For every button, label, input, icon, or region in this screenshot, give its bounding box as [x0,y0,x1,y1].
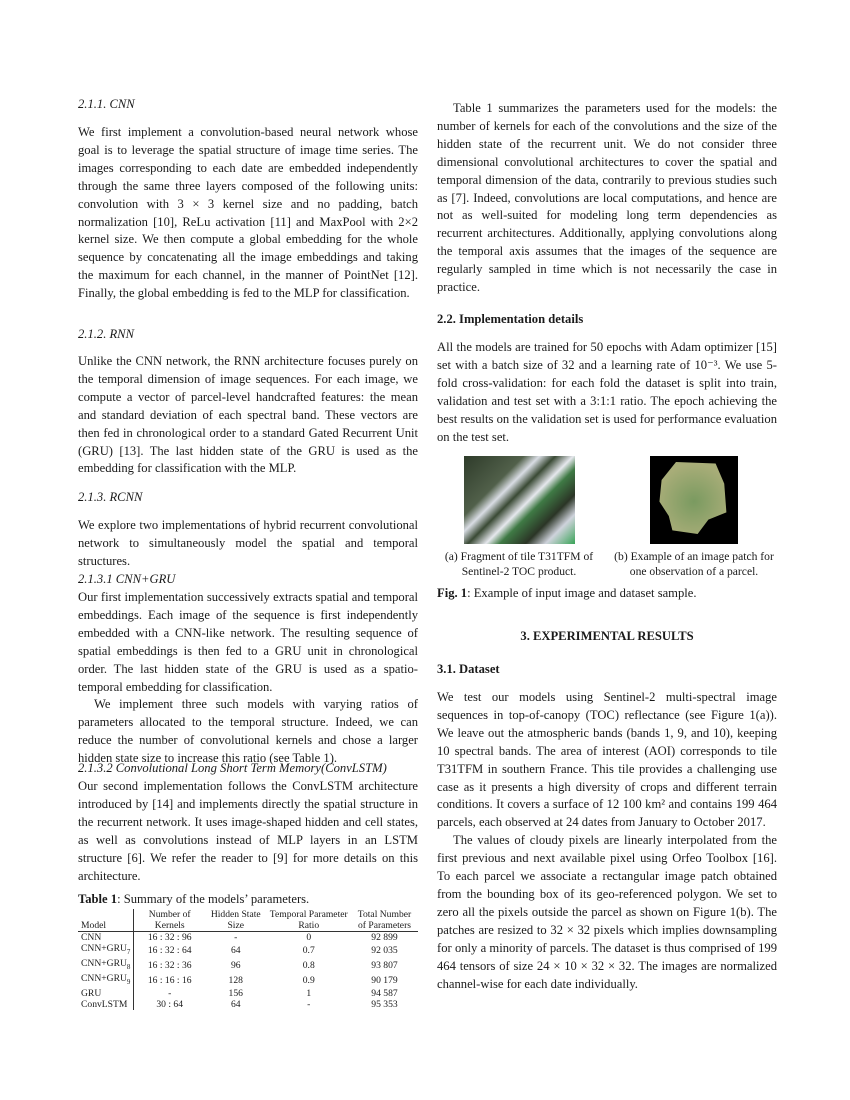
cell-kernels-text: 30 : 64 [156,998,184,1010]
header-hidden-size: Hidden State Size [210,909,261,931]
cell-hidden-size [205,973,267,988]
cell-model [78,932,134,944]
cell-temporal-ratio [267,973,352,988]
header-temporal-ratio: Temporal Parameter Ratio [269,909,348,931]
cell-model [78,973,134,988]
cell-temporal-ratio-text: 0.8 [302,959,315,971]
cell-hidden-size-text: 128 [228,974,243,986]
cell-kernels [134,973,205,988]
model-subscript: 9 [126,977,131,986]
cell-kernels [134,988,205,999]
paragraph-dataset: We test our models using Sentinel-2 multi-spectral image sequences in top-of-canopy (TOC) reflectance (see Figure 1(a)). We leave out the atmospheric bands (bands 1, 9, and 10), keeping 10 spectral bands. The area of interest (AOI) corresponds to tile T31TFM in southern France. This tile provides a challenging use case as it presents a high diversity of crops and different terrain conditions. It covers a surface of 12 100 km² and contains 199 464 parcels, each observed at 24 dates from January to October 2017. [437,690,777,830]
section-heading-rcnn: 2.1.3. RCNN [78,490,143,504]
cell-total-params-text: 92 035 [371,944,398,956]
paragraph-convlstm: Our second implementation follows the ConvLSTM architecture introduced by [14] and implements directly the spatial structure in the recurrent network. It uses image-shaped hidden and cell states, as well as convolutions instead of MLP layers in an LSTM structure [6]. We refer the reader to [9] for more details on this architecture. [78,779,418,883]
cell-kernels-text: 16 : 32 : 36 [147,959,192,971]
cell-total-params [351,932,418,944]
cell-hidden-size-text: 64 [230,944,241,956]
cell-temporal-ratio-text: 0.9 [302,974,315,986]
cell-temporal-ratio [267,988,352,999]
cell-total-params [351,988,418,999]
cell-kernels-text: - [168,987,172,999]
figure-caption [437,585,777,603]
sentinel-tile-fragment-image [464,456,575,544]
cell-total-params-text: 93 807 [371,959,398,971]
cell-kernels [134,932,205,944]
section-heading-experimental-results: 3. EXPERIMENTAL RESULTS [520,629,694,643]
cell-model-text: GRU [81,987,102,999]
cell-model [78,958,134,973]
parcel-shape [658,462,730,534]
table-row [78,973,418,988]
cell-model-text: CNN+GRU [81,972,127,984]
header-total-params: Total Number of Parameters [357,909,412,931]
table-row [78,988,418,999]
paragraph-preprocessing: The values of cloudy pixels are linearly interpolated from the first previous and next available pixel using Orfeo Toolbox [16]. To each parcel we associate a rectangular image patch obtained from the bounding box of its geo-referenced polygon. We set to zero all the pixels outside the parcel as shown on Figure 1(b). The patches are resized to 32 × 32 pixels which implies downsampling for only a minority of parcels. The dataset is thus comprised of 199 464 tensors of size 24 × 10 × 32 × 32. The images are normalized channel-wise for each date individually. [437,833,777,991]
cell-temporal-ratio-text: 0.7 [302,944,315,956]
cell-kernels-text: 16 : 16 : 16 [147,974,192,986]
table-header-row [78,909,418,932]
section-heading-cnn: 2.1.1. CNN [78,97,135,111]
cell-hidden-size [205,943,267,958]
model-subscript: 8 [126,962,131,971]
parameters-table [78,909,418,1010]
paragraph-table-summary: Table 1 summarizes the parameters used for the models: the number of kernels for each of the convolutions and the size of the hidden state of the recurrent unit. We do not consider three dimensional convolutional architectures to cover the spatial and temporal dimension of the data, contrarily to previous studies such as [7]. Indeed, convolutions are local computations, and hence are not as well-suited for modeling long term dependencies as recurrent architectures. Additionally, applying convolutions along the temporal axis assumes that the images of the sequence are regularly sampled in time which is not necessarily the case in practice. [437,101,777,295]
paragraph-rcnn: We explore two implementations of hybrid recurrent convolutional network to simultaneously model the spatial and temporal structures. [78,518,418,568]
figure-b-caption: (b) Example of an image patch for one observation of a parcel. [614,550,774,578]
table-caption [78,891,418,909]
paragraph-cnn: We first implement a convolution-based neural network whose goal is to leverage the spatial structure of image time series. The images corresponding to each date are embedded independently through the same three layers composed of the following units: convolution with 3 × 3 kernel size and no padding, batch normalization [10], ReLu activation [11] and MaxPool with 2×2 kernel size. We then compute a global embedding for the whole sequence by concatenating all the image embeddings and taking the maximum for each channel, in the manner of PointNet [12]. Finally, the global embedding is fed to the MLP for classification. [78,125,418,301]
cell-total-params [351,958,418,973]
cell-model [78,988,134,999]
cell-kernels [134,943,205,958]
cell-temporal-ratio [267,999,352,1010]
table-row [78,958,418,973]
table-row [78,943,418,958]
cell-temporal-ratio [267,958,352,973]
model-subscript: 7 [126,947,131,956]
cell-model-text: CNN+GRU [81,943,127,954]
paragraph-cnn-gru: Our first implementation successively extracts spatial and temporal embeddings. Each image of the sequence is first independently embedded with a CNN-like network. The resulting sequence of spatial embeddings is then fed to a GRU unit in chronological order. The last hidden state of the GRU is used as a spatio-temporal embedding for classification. [78,590,418,694]
cell-temporal-ratio-text: 1 [306,987,312,999]
figure-caption-text: : Example of input image and dataset sample. [467,586,697,600]
section-heading-rnn: 2.1.2. RNN [78,327,134,341]
header-kernels: Number of Kernels [148,909,191,931]
cell-temporal-ratio [267,943,352,958]
cell-temporal-ratio [267,932,352,944]
cell-kernels [134,958,205,973]
table-row [78,999,418,1010]
table-row [78,932,418,944]
cell-kernels [134,999,205,1010]
subsection-heading-cnn-gru: 2.1.3.1 CNN+GRU [78,572,176,586]
left-column [78,0,418,1100]
cell-total-params-text: 94 587 [371,987,398,999]
cell-temporal-ratio-text: - [307,998,311,1010]
cell-total-params [351,973,418,988]
table-caption-text: : Summary of the models’ parameters. [117,892,310,906]
cell-hidden-size [205,958,267,973]
cell-temporal-ratio-text: 0 [306,932,312,943]
header-model: Model [78,909,134,932]
cell-kernels-text: 16 : 32 : 96 [147,932,192,943]
cell-hidden-size [205,932,267,944]
cell-hidden-size-text: - [234,932,238,943]
parcel-patch-image [650,456,738,544]
cell-kernels-text: 16 : 32 : 64 [147,944,192,956]
cell-total-params [351,999,418,1010]
cell-total-params-text: 95 353 [371,998,398,1010]
cell-model [78,999,134,1010]
cell-total-params-text: 90 179 [371,974,398,986]
section-heading-dataset: 3.1. Dataset [437,662,500,676]
cell-total-params-text: 92 899 [371,932,398,943]
cell-hidden-size-text: 156 [228,987,243,999]
cell-hidden-size [205,999,267,1010]
figure-a-caption: (a) Fragment of tile T31TFM of Sentinel-2 TOC product. [444,550,594,578]
paragraph-cnn-gru-ratios: We implement three such models with varying ratios of parameters allocated to the temporal structure. Indeed, we can reduce the number of convolutional kernels and chose a larger hidden state size to increase this ratio (see Table 1). [78,697,418,766]
figure-label: Fig. 1 [437,586,468,600]
paragraph-rnn: Unlike the CNN network, the RNN architecture focuses purely on the temporal dimension of image sequences. For each image, we compute a vector of parcel-level handcrafted features: the mean and standard deviation of each spectral band. These vectors are then fed in chronological order to a standard Gated Recurrent Unit (GRU) [13]. The last hidden state of the GRU is used as the embedding for classification with the MLP. [78,354,418,476]
cell-model-text: ConvLSTM [81,998,128,1010]
right-column [437,0,777,1100]
cell-model-text: CNN [81,932,102,943]
table-label: Table 1 [78,892,118,906]
cell-model [78,943,134,958]
subsection-heading-convlstm: 2.1.3.2 Convolutional Long Short Term Memory(ConvLSTM) [78,761,387,775]
cell-model-text: CNN+GRU [81,957,127,969]
cell-hidden-size-text: 64 [230,998,241,1010]
cell-hidden-size [205,988,267,999]
cell-hidden-size-text: 96 [230,959,241,971]
section-heading-implementation: 2.2. Implementation details [437,312,584,326]
paragraph-implementation: All the models are trained for 50 epochs with Adam optimizer [15] set with a batch size of 32 and a learning rate of 10⁻³. We use 5-fold cross-validation: for each fold the dataset is split into train, validation and test set with a 3:1:1 ratio. The epoch achieving the best results on the validation set is used for performance evaluation on the test set. [437,340,777,444]
cell-total-params [351,943,418,958]
